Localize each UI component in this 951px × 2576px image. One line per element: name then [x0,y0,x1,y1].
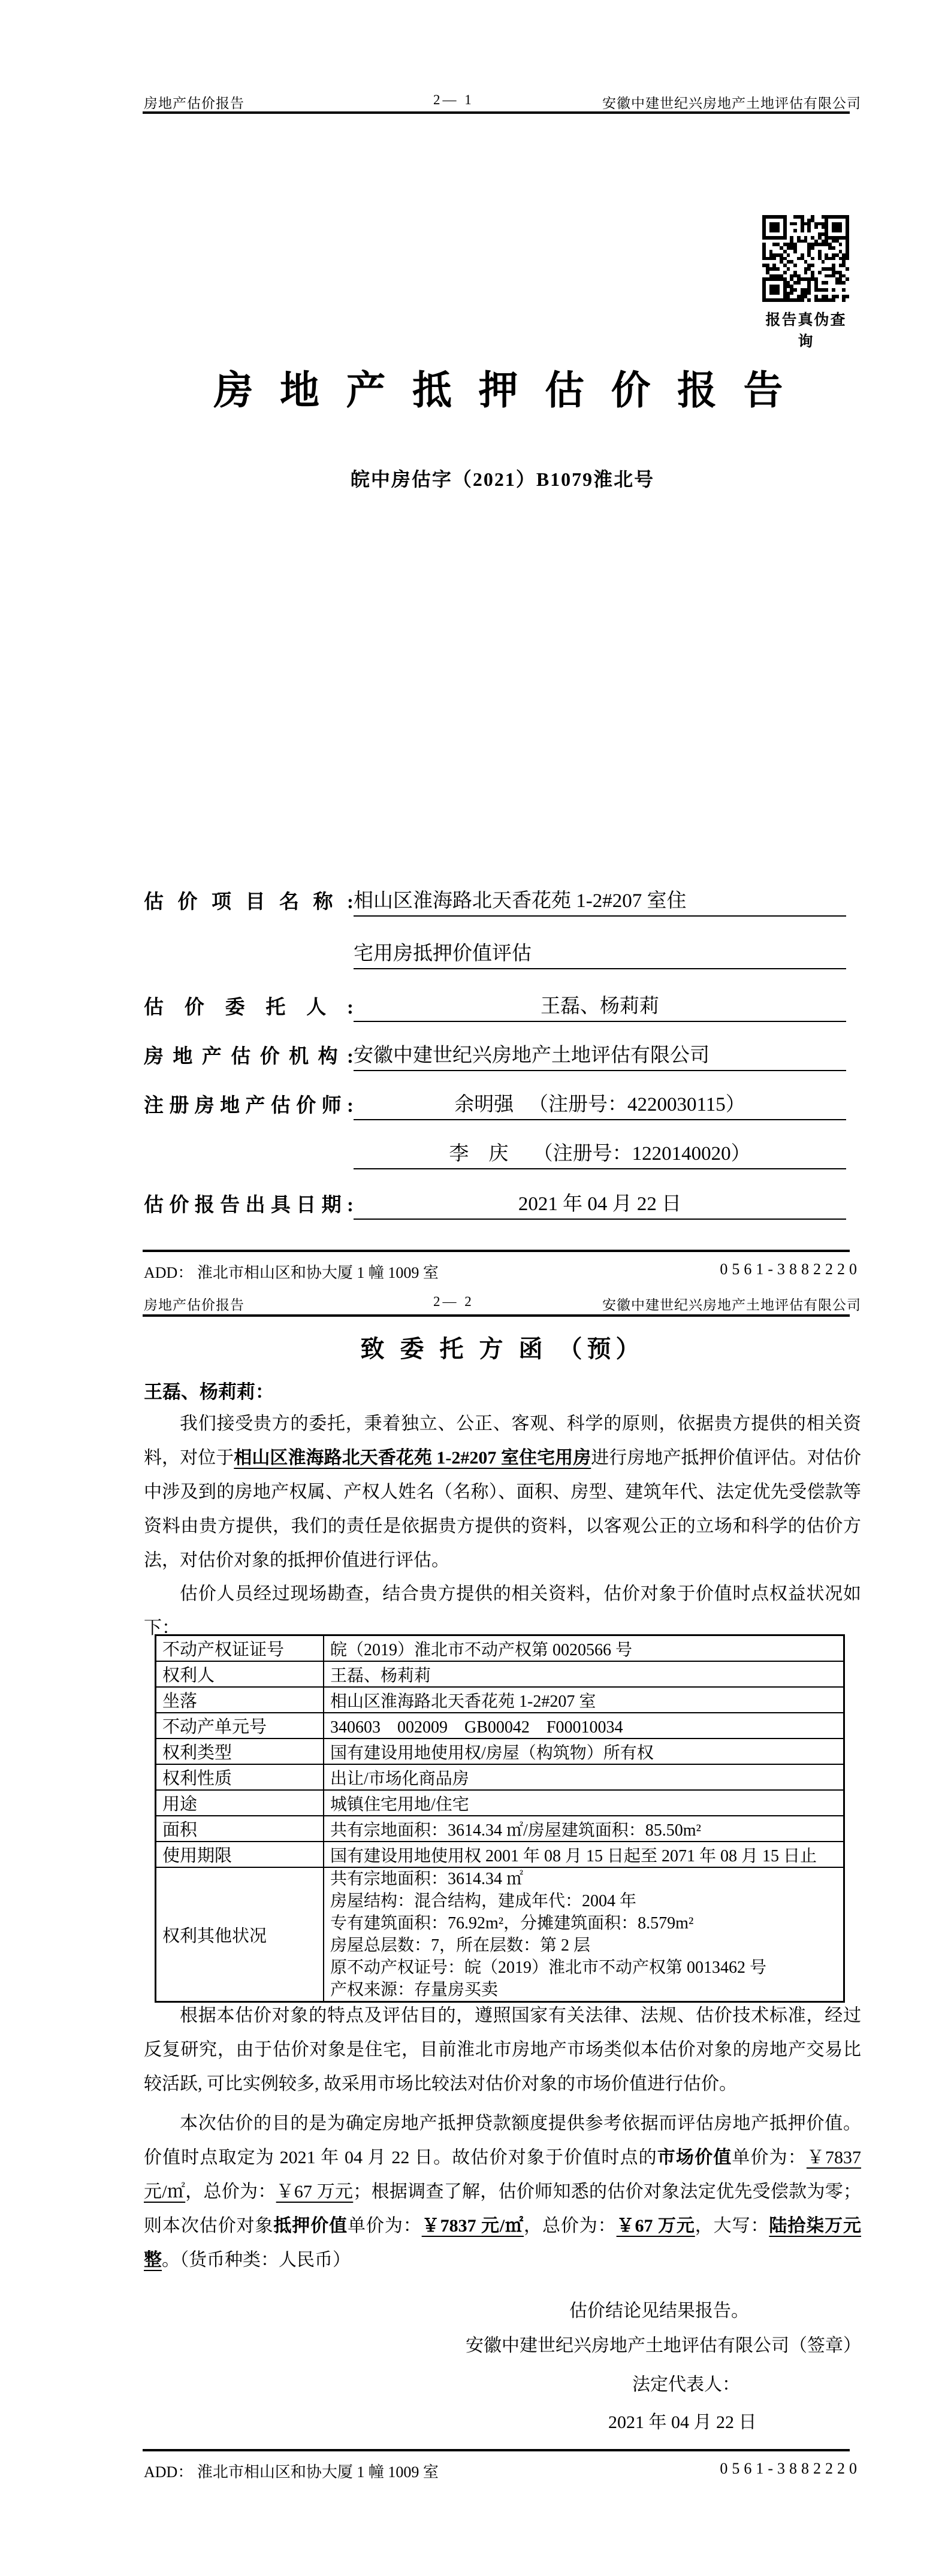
project-name-value-line2: 宅用房抵押价值评估 [354,938,846,969]
agency-label: 房地产估价机构: [144,1046,354,1068]
table-row-other-status [156,1867,844,2002]
form-row-appraiser1 [144,1089,846,1120]
client-value: 王磊、杨莉莉 [354,990,846,1022]
page1-footer-address: ADD： 淮北市相山区和协大厦 1 幢 1009 室 [144,1264,439,1281]
page2-footer-address: ADD： 淮北市相山区和协大厦 1 幢 1009 室 [144,2463,439,2481]
mortgage-unit-price: ￥7837 元/㎡ [421,2216,524,2236]
letter-paragraph-3: 根据本估价对象的特点及评估目的，遵照国家有关法律、法规、估价技术标准，经过反复研究，由于估价对象是住宅，目前淮北市房地产市场类似本估价对象的房地产交易比较活跃, 可比实例较多, 故采用市场比较法对估价对象的市场价值进行估价。 [144,2006,861,2094]
page1-footer-divider [143,1250,850,1252]
page2-header-company: 安徽中建世纪兴房地产土地评估有限公司 [602,1298,861,1313]
letter-title: 致 委 托 方 函 （预） [360,1335,645,1362]
paragraph4-text: 单价为： [732,2148,807,2167]
issue-date-label: 估价报告出具日期: [144,1195,354,1216]
form-row-project-line2 [144,938,846,969]
page1-header [144,92,861,112]
mortgage-value-term: 抵押价值 [273,2216,348,2236]
report-number: 皖中房估字（2021）B1079淮北号 [350,468,655,490]
signature-date: 2021 年 04 月 22 日 [608,2412,757,2432]
page1-footer [144,1260,861,1283]
page2-header-page-number: 2— 2 [433,1294,474,1309]
page1-header-page-number: 2— 1 [433,92,474,107]
other-status-line: 房屋总层数：7，所在层数：第 2 层 [330,1936,591,1955]
page2-footer-divider [143,2449,850,2451]
form-row-project-line1 [144,885,846,917]
cell-label: 权利人 [156,1661,324,1687]
market-unit-price: ￥7837 元/㎡ [144,2148,862,2202]
agency-value: 安徽中建世纪兴房地产土地评估有限公司 [354,1039,846,1071]
cell-value: 皖（2019）淮北市不动产权第 0020566 号 [324,1635,844,1662]
other-status-line: 共有宗地面积：3614.34 ㎡ [330,1870,524,1888]
cell-label: 坐落 [156,1687,324,1713]
total-price-in-words: 陆拾柒万元整 [144,2216,862,2270]
letter-paragraph-1 [144,1407,861,1577]
form-row-client [144,991,846,1022]
table-row-owner [156,1661,844,1687]
cell-label: 面积 [156,1816,324,1842]
page2-footer [144,2460,861,2482]
paragraph4-text: ；根据调查了解，估价师知悉的估价对象法定优先受偿款为零；则本次估价对象 [144,2182,862,2236]
property-table [155,1634,845,2003]
qr-caption: 报告真伪查询 [765,312,847,350]
cell-label: 不动产单元号 [156,1713,324,1739]
cell-value: 出让/市场化商品房 [324,1764,844,1790]
cell-value: 国有建设用地使用权 2001 年 08 月 15 日起至 2071 年 08 月 15 日止 [324,1842,844,1867]
cell-value: 相山区淮海路北天香花苑 1-2#207 室 [324,1687,844,1713]
qr-code [762,215,849,302]
page1-header-company: 安徽中建世纪兴房地产土地评估有限公司 [602,96,861,111]
project-name-value-line1: 相山区淮海路北天香花苑 1-2#207 室住 [354,885,846,917]
client-label: 估 价 委 托 人 : [144,997,354,1018]
appraiser-label: 注册房地产估价师: [144,1095,354,1117]
cell-value: 340603 002009 GB00042 F00010034 [324,1713,844,1739]
paragraph1-text: 我们接受贵方的委托，秉着独立、公正、客观、科学的原则，依据贵方提供的相关资料，对位于 [144,1414,861,1468]
appraiser1-value: 余明强 （注册号：4220030115） [354,1089,846,1120]
paragraph4-text: 。（货币种类：人民币） [162,2250,351,2270]
signature-legal-rep: 法定代表人： [632,2375,740,2394]
appraiser-label-spacer [144,1167,354,1169]
other-status-line: 原不动产权证号：皖（2019）淮北市不动产权第 0013462 号 [330,1958,767,1977]
appraiser2-value: 李 庆 （注册号：1220140020） [354,1138,846,1169]
table-row-area [156,1816,844,1842]
paragraph1-property-name: 相山区淮海路北天香花苑 1-2#207 室住宅用房 [234,1448,591,1468]
cell-value: 国有建设用地使用权/房屋（构筑物）所有权 [324,1739,844,1764]
table-row-location [156,1687,844,1713]
page2-header [144,1294,861,1314]
page1-header-divider [143,111,850,114]
table-row-cert-no [156,1635,844,1662]
cell-label: 用途 [156,1790,324,1816]
report-title: 房 地 产 抵 押 估 价 报 告 [213,369,792,413]
table-row-unit-no [156,1713,844,1739]
market-value-term: 市场价值 [657,2148,732,2167]
table-row-right-type [156,1739,844,1764]
cell-value [324,1867,844,2002]
cell-value: 共有宗地面积：3614.34 ㎡/房屋建筑面积：85.50m² [324,1816,844,1842]
project-name-label-spacer [144,967,354,969]
table-row-right-nature [156,1764,844,1790]
cell-label: 权利性质 [156,1764,324,1790]
page2-header-left: 房地产估价报告 [144,1298,244,1313]
cell-label: 权利类型 [156,1739,324,1764]
cell-value: 城镇住宅用地/住宅 [324,1790,844,1816]
page1-header-left: 房地产估价报告 [144,96,244,111]
mortgage-total-price: ￥67 万元 [616,2216,695,2236]
letter-salutation: 王磊、杨莉莉： [144,1381,274,1402]
paragraph4-text: ，总价为： [524,2216,617,2236]
letter-paragraph-2: 估价人员经过现场勘查，结合贵方提供的相关资料，估价对象于价值时点权益状况如下： [144,1584,861,1638]
cell-label: 使用期限 [156,1842,324,1867]
project-name-label: 估 价 项 目 名 称 : [144,891,354,913]
page1-footer-phone: 0561-3882220 [720,1260,861,1278]
paragraph1-text-cont: 进行房地产抵押价值评估。对估价中涉及到的房地产权属、产权人姓名（名称）、面积、房型、建筑年代、法定优先受偿款等资料由贵方提供，我们的责任是依据贵方提供的资料，以客观公正的立场和科学的估价方法，对估价对象的抵押价值进行评估。 [144,1448,862,1570]
cell-value: 王磊、杨莉莉 [324,1661,844,1687]
cell-label: 不动产权证证号 [156,1635,324,1662]
cell-label: 权利其他状况 [156,1867,324,2002]
other-status-line: 房屋结构：混合结构，建成年代：2004 年 [330,1892,637,1910]
form-row-issue-date [144,1189,846,1220]
paragraph4-text: ，总价为： [185,2182,276,2202]
market-total-price: ￥67 万元 [276,2182,354,2202]
paragraph4-text: 单价为： [348,2216,422,2236]
issue-date-value: 2021 年 04 月 22 日 [354,1188,846,1220]
signature-company: 安徽中建世纪兴房地产土地评估有限公司（签章） [466,2336,861,2356]
other-status-line: 产权来源：存量房买卖 [330,1981,499,1999]
table-row-term [156,1842,844,1867]
conclusion-note: 估价结论见结果报告。 [569,2301,749,2321]
paragraph4-text: ，大写： [695,2216,769,2236]
page2-footer-phone: 0561-3882220 [720,2460,861,2477]
other-status-line: 专有建筑面积：76.92m²，分摊建筑面积：8.579m² [330,1914,694,1933]
form-row-agency [144,1040,846,1071]
letter-paragraph-4 [144,2106,861,2277]
page2-header-divider [143,1314,850,1317]
paragraph4-text: 本次估价的目的是为确定房地产抵押贷款额度提供参考依据而评估房地产抵押价值。价值时点取定为 2021 年 04 月 22 日。故估价对象于价值时点的 [144,2114,861,2167]
table-row-usage [156,1790,844,1816]
form-row-appraiser2 [144,1138,846,1169]
